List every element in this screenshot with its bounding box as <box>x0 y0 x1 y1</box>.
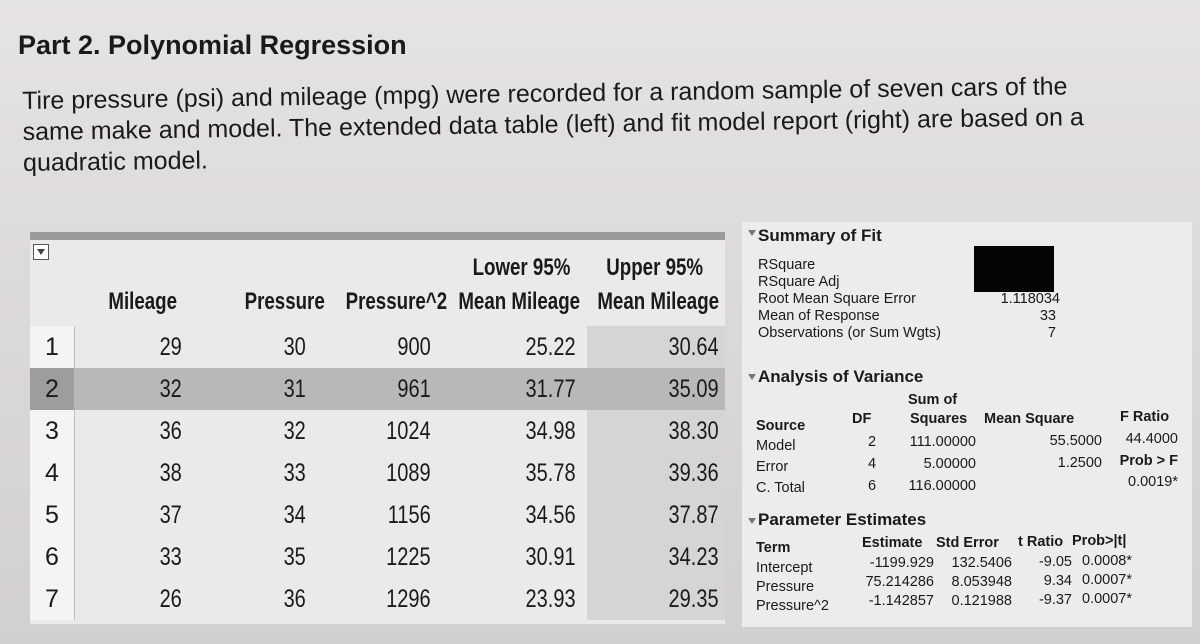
pe-estimate: -1.142857 <box>868 593 934 609</box>
cell-mileage: 38 <box>159 459 182 487</box>
fit-value-mean-response: 33 <box>1039 308 1056 324</box>
table-row[interactable] <box>74 326 725 368</box>
cell-pressure: 36 <box>283 585 306 613</box>
pe-term: Pressure <box>756 579 815 595</box>
intro-line: same make and model. The extended data table (left) and fit model report (right) are based on a <box>22 103 1084 146</box>
pe-std-error: 132.5406 <box>951 555 1012 571</box>
cell-pressure2: 961 <box>397 375 431 403</box>
anova-ss: 5.00000 <box>923 456 976 472</box>
cell-pressure2: 1225 <box>386 543 431 571</box>
disclosure-triangle-icon[interactable] <box>748 518 756 524</box>
pe-t-ratio: -9.37 <box>1038 592 1072 608</box>
fit-value-rmse: 1.118034 <box>1000 291 1060 307</box>
pe-header-t-ratio: t Ratio <box>1018 534 1064 550</box>
cell-upper: 30.64 <box>668 333 719 361</box>
pe-t-ratio: -9.05 <box>1038 554 1072 570</box>
pe-prob: 0.0007* <box>1082 591 1132 607</box>
cell-lower: 25.22 <box>525 333 576 361</box>
col-header-pressure[interactable]: Pressure <box>244 288 325 315</box>
table-row[interactable] <box>74 578 725 620</box>
cell-upper: 38.30 <box>668 417 719 445</box>
cell-upper: 34.23 <box>668 543 719 571</box>
fit-label-rsquare-adj: RSquare Adj <box>758 274 840 290</box>
col-header-upper-top[interactable]: Upper 95% <box>606 254 703 281</box>
fit-model-report <box>742 222 1192 627</box>
cell-lower: 30.91 <box>525 543 576 571</box>
row-number-column <box>30 326 75 620</box>
anova-prob-f-label: Prob > F <box>1119 453 1178 469</box>
cell-lower: 35.78 <box>525 459 576 487</box>
fit-value-observations: 7 <box>1047 325 1056 341</box>
table-body <box>74 326 725 620</box>
anova-f-ratio-value: 44.4000 <box>1125 431 1178 447</box>
row-number[interactable]: 2 <box>30 368 74 410</box>
cell-pressure2: 1089 <box>386 459 431 487</box>
cell-pressure: 33 <box>283 459 306 487</box>
anova-title[interactable]: Analysis of Variance <box>758 367 924 386</box>
row-number[interactable]: 6 <box>45 543 59 571</box>
anova-source: Error <box>756 459 789 475</box>
anova-df: 2 <box>868 434 877 450</box>
summary-of-fit-title[interactable]: Summary of Fit <box>758 226 882 245</box>
pe-std-error: 8.053948 <box>951 574 1012 590</box>
anova-df: 6 <box>868 478 877 494</box>
cell-lower: 23.93 <box>525 585 576 613</box>
cell-pressure: 32 <box>283 417 306 445</box>
col-header-pressure2[interactable]: Pressure^2 <box>345 288 447 315</box>
table-row[interactable] <box>74 368 725 410</box>
cell-pressure: 34 <box>283 501 306 529</box>
anova-source: Model <box>756 438 796 454</box>
anova-header-df: DF <box>852 411 872 427</box>
cell-lower: 34.98 <box>525 417 576 445</box>
anova-header-source: Source <box>756 418 806 434</box>
anova-ms: 55.5000 <box>1049 433 1102 449</box>
anova-ss: 111.00000 <box>909 434 976 450</box>
fit-label-observations: Observations (or Sum Wgts) <box>758 325 941 341</box>
extended-data-table <box>30 232 725 624</box>
table-row[interactable] <box>74 494 725 536</box>
fit-label-rsquare: RSquare <box>758 257 816 273</box>
anova-header-mean-square: Mean Square <box>984 411 1075 427</box>
table-menu-icon[interactable] <box>33 244 49 260</box>
cell-mileage: 33 <box>159 543 182 571</box>
cell-mileage: 32 <box>159 375 182 403</box>
disclosure-triangle-icon[interactable] <box>748 230 756 236</box>
fit-label-mean-response: Mean of Response <box>758 308 880 324</box>
cell-pressure: 35 <box>283 543 306 571</box>
anova-header-f-ratio: F Ratio <box>1120 409 1170 425</box>
anova-prob-f-value: 0.0019* <box>1128 474 1178 490</box>
row-number[interactable]: 1 <box>45 333 59 361</box>
cell-pressure2: 1296 <box>386 585 431 613</box>
table-top-bar <box>30 232 725 240</box>
pe-term: Pressure^2 <box>756 598 829 614</box>
anova-sum-of: Sum of <box>908 392 958 408</box>
pe-estimate: -1199.929 <box>869 555 934 571</box>
row-number[interactable]: 5 <box>45 501 59 529</box>
intro-line: Tire pressure (psi) and mileage (mpg) were recorded for a random sample of seven cars of the <box>22 72 1068 115</box>
intro-line: quadratic model. <box>22 146 209 177</box>
row-number[interactable]: 4 <box>45 459 59 487</box>
anova-header-squares: Squares <box>910 411 968 427</box>
table-row[interactable] <box>74 452 725 494</box>
anova-df: 4 <box>868 456 877 472</box>
parameter-estimates-title[interactable]: Parameter Estimates <box>758 510 927 529</box>
anova-source: C. Total <box>756 480 805 496</box>
pe-header-term: Term <box>756 540 791 556</box>
intro-paragraph <box>22 70 1200 179</box>
cell-pressure2: 1156 <box>387 501 431 529</box>
cell-mileage: 26 <box>159 585 182 613</box>
anova-ms: 1.2500 <box>1057 455 1102 471</box>
cell-upper: 39.36 <box>668 459 719 487</box>
cell-lower: 34.56 <box>525 501 576 529</box>
pe-header-std-error: Std Error <box>936 535 999 551</box>
pe-t-ratio: 9.34 <box>1043 573 1072 589</box>
anova-ss: 116.00000 <box>908 478 976 494</box>
cell-pressure2: 1024 <box>386 417 431 445</box>
cell-upper: 37.87 <box>668 501 719 529</box>
table-row[interactable] <box>74 410 725 452</box>
row-number[interactable]: 7 <box>45 585 59 613</box>
page-heading: Part 2. Polynomial Regression <box>18 30 407 60</box>
cell-pressure2: 900 <box>397 333 431 361</box>
pe-header-prob: Prob>|t| <box>1072 533 1127 549</box>
cell-upper: 29.35 <box>668 585 719 613</box>
cell-upper: 35.09 <box>668 375 719 403</box>
col-header-lower-top[interactable]: Lower 95% <box>472 254 570 281</box>
fit-label-rmse: Root Mean Square Error <box>758 291 916 307</box>
cell-mileage: 37 <box>159 501 182 529</box>
row-number[interactable]: 3 <box>45 417 59 445</box>
cell-pressure: 31 <box>283 375 306 403</box>
table-row[interactable] <box>74 536 725 578</box>
cell-mileage: 29 <box>159 333 182 361</box>
cell-pressure: 30 <box>283 333 306 361</box>
cell-mileage: 36 <box>159 417 182 445</box>
pe-estimate: 75.214286 <box>865 574 934 590</box>
cell-lower: 31.77 <box>525 375 576 403</box>
pe-prob: 0.0008* <box>1082 553 1132 569</box>
disclosure-triangle-icon[interactable] <box>748 374 756 380</box>
redaction-box <box>974 246 1054 292</box>
col-header-lower-bottom[interactable]: Mean Mileage <box>458 288 580 315</box>
pe-prob: 0.0007* <box>1082 572 1132 588</box>
pe-term: Intercept <box>756 560 813 576</box>
col-header-upper-bottom[interactable]: Mean Mileage <box>597 288 719 315</box>
pe-std-error: 0.121988 <box>951 593 1012 609</box>
col-header-mileage[interactable]: Mileage <box>108 288 177 315</box>
pe-header-estimate: Estimate <box>862 535 923 551</box>
